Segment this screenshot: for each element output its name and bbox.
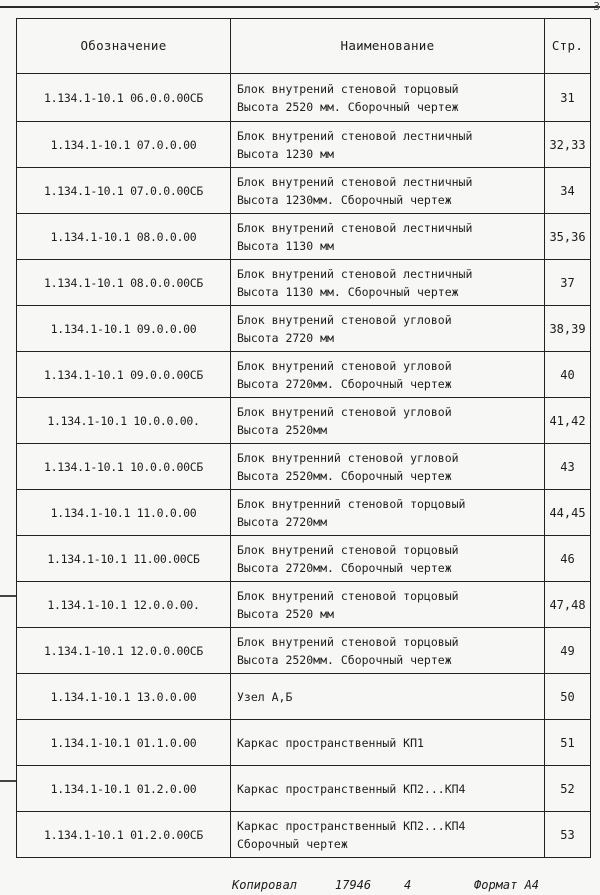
row-page: 44,45 [545,490,591,536]
sheet-left-mark [0,780,16,782]
table-row [17,628,591,674]
row-page: 37 [545,260,591,306]
row-page: 53 [545,812,591,858]
row-name [231,352,545,398]
row-name [231,168,545,214]
row-name-line1: Узел А,Б [237,689,293,704]
drawing-footer [0,876,600,895]
row-page: 49 [545,628,591,674]
row-name-line2: Высота 2520мм [237,422,328,437]
row-name-line2: Высота 2520 мм. Сборочный чертеж [237,99,459,114]
row-name [231,720,545,766]
row-name [231,536,545,582]
copied-label: Копировал [232,878,298,892]
row-name-line2: Высота 1130 мм. Сборочный чертеж [237,284,459,299]
row-designation: 1.134.1-10.1 06.0.0.00СБ [17,74,231,122]
row-designation: 1.134.1-10.1 09.0.0.00СБ [17,352,231,398]
table-row [17,74,591,122]
row-name [231,674,545,720]
table-header-row [17,19,591,74]
row-name-line1: Каркас пространственный КП2...КП4 [237,781,466,796]
table-row [17,122,591,168]
row-page: 52 [545,766,591,812]
row-page: 32,33 [545,122,591,168]
row-designation: 1.134.1-10.1 10.0.0.00. [17,398,231,444]
row-name-line1: Блок внутрений стеновой лестничный [237,174,473,189]
row-name [231,260,545,306]
row-name-line2: Высота 2520мм. Сборочный чертеж [237,652,452,667]
sheet-top-border [0,6,600,8]
row-page: 34 [545,168,591,214]
header-page: Стр. [545,19,591,74]
copy-number: 17946 [335,878,372,892]
row-name-line1: Блок внутрений стеновой торцовый [237,81,459,96]
row-name-line1: Блок внутрений стеновой лестничный [237,266,473,281]
row-name [231,582,545,628]
row-designation: 1.134.1-10.1 08.0.0.00 [17,214,231,260]
row-name-line1: Блок внутренний стеновой торцовый [237,496,466,511]
table-body [17,74,591,858]
row-designation: 1.134.1-10.1 13.0.0.00 [17,674,231,720]
row-designation: 1.134.1-10.1 08.0.0.00СБ [17,260,231,306]
row-page: 41,42 [545,398,591,444]
row-designation: 1.134.1-10.1 01.2.0.00СБ [17,812,231,858]
row-name-line1: Блок внутрений стеновой угловой [237,404,452,419]
table-row [17,720,591,766]
page-corner-number: 3 [593,0,600,13]
sheet-number: 4 [404,878,412,892]
row-page: 43 [545,444,591,490]
table-row [17,490,591,536]
row-page: 46 [545,536,591,582]
row-name-line2: Высота 2720 мм [237,330,334,345]
table-row [17,398,591,444]
table-row [17,812,591,858]
row-page: 40 [545,352,591,398]
row-designation: 1.134.1-10.1 09.0.0.00 [17,306,231,352]
table-row [17,214,591,260]
row-name-line1: Блок внутренний стеновой угловой [237,450,459,465]
row-designation: 1.134.1-10.1 01.1.0.00 [17,720,231,766]
row-page: 35,36 [545,214,591,260]
row-name-line2: Высота 1230 мм [237,146,334,161]
row-designation: 1.134.1-10.1 07.0.0.00 [17,122,231,168]
row-name-line1: Блок внутрений стеновой торцовый [237,588,459,603]
table-row [17,352,591,398]
row-page: 51 [545,720,591,766]
row-name-line2: Высота 1130 мм [237,238,334,253]
table-row [17,260,591,306]
row-name [231,398,545,444]
header-name: Наименование [231,19,545,74]
row-name-line2: Высота 2720мм [237,514,328,529]
row-name [231,628,545,674]
row-name [231,74,545,122]
row-name-line1: Блок внутрений стеновой торцовый [237,634,459,649]
row-name-line1: Блок внутрений стеновой угловой [237,358,452,373]
row-name-line2: Высота 2720мм. Сборочный чертеж [237,560,452,575]
sheet-left-mark [0,595,16,597]
row-designation: 1.134.1-10.1 12.0.0.00. [17,582,231,628]
row-name-line2: Высота 1230мм. Сборочный чертеж [237,192,452,207]
row-name-line1: Блок внутрений стеновой угловой [237,312,452,327]
table-row [17,536,591,582]
row-name [231,444,545,490]
row-name-line2: Высота 2720мм. Сборочный чертеж [237,376,452,391]
row-designation: 1.134.1-10.1 11.0.0.00 [17,490,231,536]
row-page: 47,48 [545,582,591,628]
table-row [17,168,591,214]
row-name [231,490,545,536]
row-name-line1: Блок внутрений стеновой лестничный [237,220,473,235]
row-designation: 1.134.1-10.1 12.0.0.00СБ [17,628,231,674]
table-row [17,306,591,352]
row-designation: 1.134.1-10.1 10.0.0.00СБ [17,444,231,490]
row-name [231,214,545,260]
row-name [231,122,545,168]
row-name [231,766,545,812]
row-name-line2: Сборочный чертеж [237,836,348,851]
row-name-line1: Блок внутрений стеновой торцовый [237,542,459,557]
row-name-line1: Блок внутрений стеновой лестничный [237,128,473,143]
row-name [231,306,545,352]
specification-table [16,18,591,858]
format-label: Формат А4 [474,878,540,892]
table-row [17,674,591,720]
row-page: 31 [545,74,591,122]
row-designation: 1.134.1-10.1 11.00.00СБ [17,536,231,582]
row-designation: 1.134.1-10.1 07.0.0.00СБ [17,168,231,214]
table-row [17,444,591,490]
row-name [231,812,545,858]
row-designation: 1.134.1-10.1 01.2.0.00 [17,766,231,812]
row-name-line2: Высота 2520 мм [237,606,334,621]
row-name-line1: Каркас пространственный КП2...КП4 [237,818,466,833]
header-designation: Обозначение [17,19,231,74]
row-page: 50 [545,674,591,720]
row-page: 38,39 [545,306,591,352]
row-name-line2: Высота 2520мм. Сборочный чертеж [237,468,452,483]
row-name-line1: Каркас пространственный КП1 [237,735,424,750]
table-row [17,766,591,812]
table-row [17,582,591,628]
